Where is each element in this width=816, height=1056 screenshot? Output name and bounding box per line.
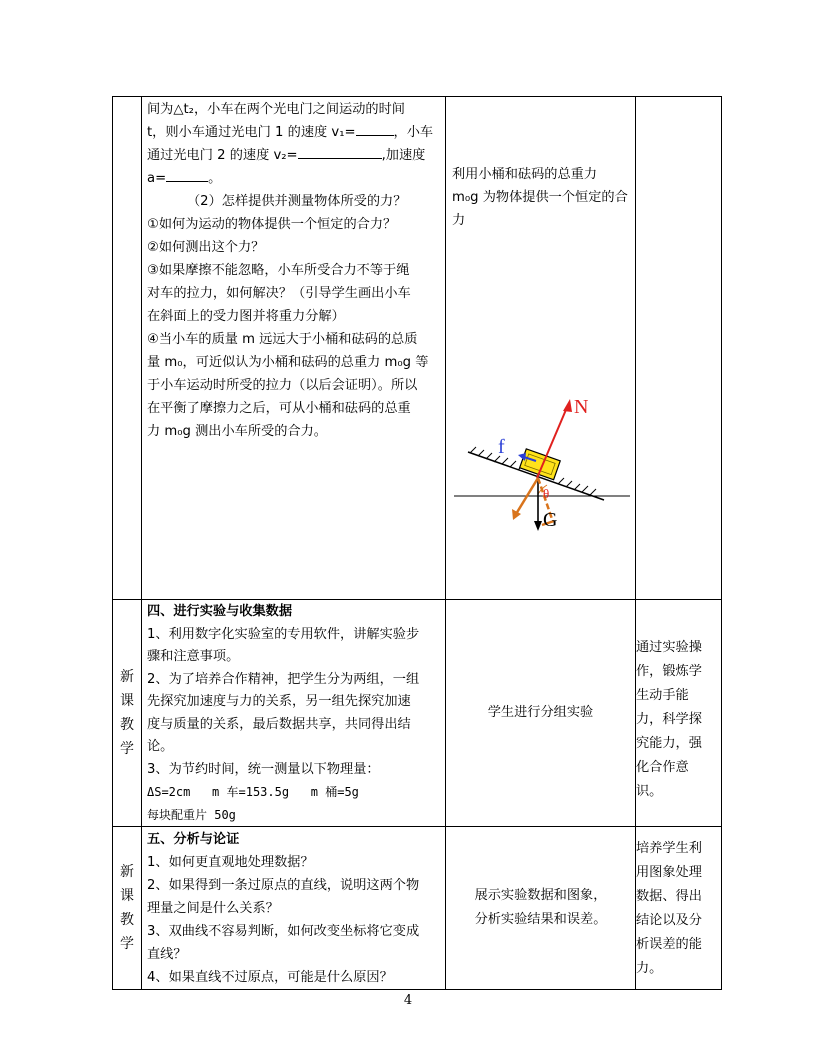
- measure-ds: ΔS=2cm: [147, 785, 191, 799]
- fill-blank[interactable]: [356, 122, 394, 136]
- measure-m-bucket: m 桶=5g: [310, 785, 359, 799]
- activity-text: 展示实验数据和图象，: [474, 888, 607, 903]
- text-line: 利用小桶和砝码的总重力: [452, 167, 598, 182]
- row-label-char: 教: [120, 717, 134, 733]
- purpose-line: 化合作意: [636, 760, 689, 775]
- text-line: 在斜面上的受力图并将重力分解）: [147, 309, 345, 324]
- normal-force-arrowhead: [563, 399, 572, 412]
- activity-text: 学生进行分组实验: [487, 705, 594, 720]
- activity-text: 分析实验结果和误差。: [474, 912, 607, 927]
- table-row: [113, 97, 722, 600]
- purpose-line: 用图象处理: [636, 865, 702, 880]
- purpose-line: 数据、得出: [636, 889, 702, 904]
- row-label-char: 课: [120, 888, 134, 904]
- page-number: 4: [403, 993, 413, 1008]
- text-line: [147, 121, 441, 144]
- text-line: 骤和注意事项。: [147, 649, 240, 664]
- text-line: 论。: [147, 739, 174, 754]
- table-row: [113, 600, 722, 827]
- lesson-plan-table: [112, 96, 722, 990]
- purpose-line: 结论以及分: [636, 913, 702, 928]
- measurement-line: [147, 781, 441, 804]
- content-cell: [142, 600, 446, 827]
- text-line: ②如何测出这个力？: [147, 240, 265, 255]
- text-line: [147, 167, 441, 190]
- force-diagram: [446, 231, 636, 595]
- text-line: 对车的拉力，如何解决？（引导学生画出小车: [147, 286, 411, 301]
- text-line: 间为△t₂，小车在两个光电门之间运动的时间: [147, 102, 405, 117]
- row-label-cell: [113, 827, 142, 990]
- fill-blank[interactable]: [166, 168, 208, 182]
- fill-blank[interactable]: [298, 145, 382, 159]
- activity-cell: [446, 600, 636, 827]
- row-label-char: 学: [120, 936, 134, 952]
- content-cell: [142, 97, 446, 600]
- text-fragment: a=: [147, 171, 167, 186]
- activity-cell: [446, 827, 636, 990]
- row-label-char: 课: [120, 693, 134, 709]
- section-title: 四、进行实验与收集数据: [147, 604, 293, 619]
- text-line: [147, 144, 441, 167]
- text-line: 在平衡了摩擦力之后，可从小桶和砝码的总重: [147, 401, 411, 416]
- purpose-line: 力，科学探: [636, 712, 702, 727]
- text-line: 2、如果得到一条过原点的直线，说明这两个物: [147, 878, 420, 893]
- text-line: 度与质量的关系，最后数据共享，共同得出结: [147, 716, 411, 732]
- text-fragment: 通过光电门 2 的速度 v₂=: [147, 148, 298, 163]
- text-line: 4、如果直线不过原点，可能是什么原因？: [147, 970, 393, 985]
- text-line: 直线？: [147, 947, 187, 962]
- row-label-char: 新: [120, 669, 134, 685]
- text-line: 2、为了培养合作精神，把学生分为两组，一组: [147, 671, 420, 687]
- normal-force-label: N: [574, 396, 589, 418]
- text-line: 力: [452, 213, 466, 228]
- text-line: m₀g 为物体提供一个恒定的合: [452, 190, 628, 205]
- purpose-cell: [636, 600, 722, 827]
- text-fragment: t，则小车通过光电门 1 的速度 v₁=: [147, 125, 356, 140]
- content-cell: [142, 827, 446, 990]
- purpose-line: 析误差的能: [636, 937, 702, 952]
- text-line: 1、如何更直观地处理数据？: [147, 855, 314, 870]
- row-label-char: 学: [120, 741, 134, 757]
- row-label-char: 教: [120, 912, 134, 928]
- text-line: ①如何为运动的物体提供一个恒定的合力？: [147, 217, 397, 232]
- activity-cell: [446, 97, 636, 600]
- text-line: 3、为节约时间，统一测量以下物理量：: [147, 761, 380, 777]
- table-row: [113, 827, 722, 990]
- measurement-line: 每块配重片 50g: [147, 807, 236, 822]
- angle-label: θ: [543, 486, 550, 501]
- text-line: ③如果摩擦不能忽略，小车所受合力不等于绳: [147, 263, 410, 278]
- text-line: 3、双曲线不容易判断，如何改变坐标将它变成: [147, 924, 420, 939]
- gravity-label: G: [543, 509, 558, 531]
- text-fragment: ，小车: [393, 125, 434, 140]
- text-line: 量 m₀，可近似认为小桶和砝码的总重力 m₀g 等: [147, 355, 429, 370]
- purpose-line: 作，锻炼学: [636, 664, 702, 679]
- purpose-line: 生动手能: [636, 688, 689, 703]
- gravity-arrowhead: [534, 521, 542, 531]
- purpose-cell: [636, 827, 722, 990]
- purpose-line: 识。: [636, 784, 663, 799]
- purpose-cell: [636, 97, 722, 600]
- text-line: 1、利用数字化实验室的专用软件，讲解实验步: [147, 626, 420, 642]
- text-line: 力 m₀g 测出小车所受的合力。: [147, 424, 327, 439]
- section-title: 五、分析与论证: [147, 832, 240, 847]
- gravity-component-arrowhead: [512, 509, 521, 520]
- text-line: 理量之间是什么关系？: [147, 901, 279, 916]
- text-fragment: ,加速度: [381, 148, 426, 163]
- purpose-line: 培养学生利: [636, 841, 702, 856]
- question-heading: （2）怎样提供并测量物体所受的力？: [187, 194, 407, 209]
- measure-m-car: m 车=153.5g: [212, 785, 290, 799]
- row-label-cell: [113, 600, 142, 827]
- text-line: 先探究加速度与力的关系，另一组先探究加速: [147, 694, 411, 709]
- purpose-line: 通过实验操: [636, 640, 702, 655]
- purpose-line: 力。: [636, 961, 663, 976]
- text-fragment: 。: [208, 171, 222, 186]
- text-line: 于小车运动时所受的拉力（以后会证明）。所以: [147, 378, 418, 393]
- purpose-line: 究能力，强: [636, 736, 702, 751]
- friction-label: f: [498, 436, 505, 458]
- row-label-char: 新: [120, 864, 134, 880]
- row-label-cell: [113, 97, 142, 600]
- text-line: ④当小车的质量 m 远远大于小桶和砝码的总质: [147, 332, 418, 347]
